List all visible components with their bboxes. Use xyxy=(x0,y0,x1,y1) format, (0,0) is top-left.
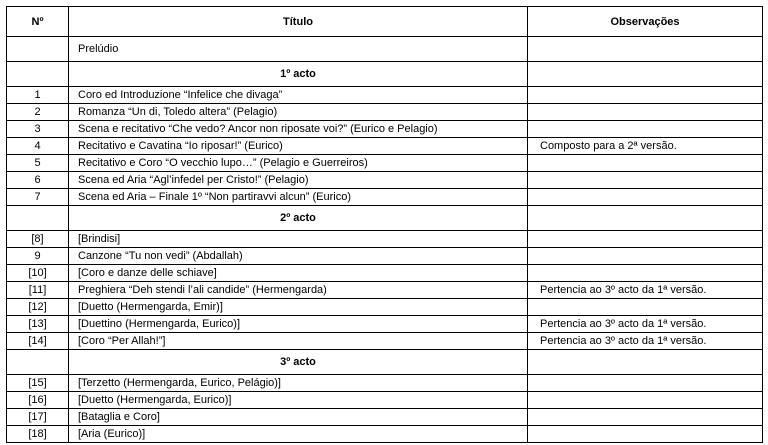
row-number: [10] xyxy=(7,265,69,282)
row-title: Recitativo e Coro “O vecchio lupo…” (Pelagio e Guerreiros) xyxy=(69,155,528,172)
table-row xyxy=(7,87,763,104)
table-row xyxy=(7,155,763,172)
table-row xyxy=(7,37,763,62)
row-title: Recitativo e Cavatina “Io riposar!” (Eurico) xyxy=(69,138,528,155)
table-row xyxy=(7,392,763,409)
row-number: 4 xyxy=(7,138,69,155)
row-title: Preghiera “Deh stendi l’ali candide” (Hermengarda) xyxy=(69,282,528,299)
act-heading-row xyxy=(7,206,763,231)
table-row xyxy=(7,282,763,299)
row-title: Romanza “Un di, Toledo altera” (Pelagio) xyxy=(69,104,528,121)
table-row xyxy=(7,265,763,282)
row-observation xyxy=(528,231,763,248)
row-observation xyxy=(528,189,763,206)
row-observation: Pertencia ao 3º acto da 1ª versão. xyxy=(528,333,763,350)
row-number: 9 xyxy=(7,248,69,265)
table-row xyxy=(7,138,763,155)
row-observation xyxy=(528,206,763,231)
row-title: 3º acto xyxy=(69,350,528,375)
row-number: 7 xyxy=(7,189,69,206)
row-number xyxy=(7,350,69,375)
header-row xyxy=(7,7,763,37)
table-row xyxy=(7,121,763,138)
opera-numbers-table xyxy=(6,6,763,443)
row-observation xyxy=(528,350,763,375)
row-title: [Coro e danze delle schiave] xyxy=(69,265,528,282)
header-title: Título xyxy=(69,7,528,37)
row-number: 5 xyxy=(7,155,69,172)
row-observation xyxy=(528,87,763,104)
row-observation: Composto para a 2ª versão. xyxy=(528,138,763,155)
row-title: Scena ed Aria “Agl’infedel per Cristo!” (Pelagio) xyxy=(69,172,528,189)
row-number: [11] xyxy=(7,282,69,299)
row-title: [Bataglia e Coro] xyxy=(69,409,528,426)
row-observation xyxy=(528,172,763,189)
table-row xyxy=(7,104,763,121)
act-heading-row xyxy=(7,350,763,375)
table-row xyxy=(7,409,763,426)
row-title: 1º acto xyxy=(69,62,528,87)
row-title: [Aria (Eurico)] xyxy=(69,426,528,443)
row-number: [17] xyxy=(7,409,69,426)
row-title: [Terzetto (Hermengarda, Eurico, Pelágio)] xyxy=(69,375,528,392)
row-number: [8] xyxy=(7,231,69,248)
row-observation xyxy=(528,248,763,265)
row-observation xyxy=(528,155,763,172)
row-number: 3 xyxy=(7,121,69,138)
row-number: [14] xyxy=(7,333,69,350)
row-observation xyxy=(528,265,763,282)
header-observations: Observações xyxy=(528,7,763,37)
row-number: [13] xyxy=(7,316,69,333)
row-number: [16] xyxy=(7,392,69,409)
table-row xyxy=(7,426,763,443)
table-row xyxy=(7,375,763,392)
row-number xyxy=(7,62,69,87)
row-title: [Coro “Per Allah!”] xyxy=(69,333,528,350)
row-title: [Duettino (Hermengarda, Eurico)] xyxy=(69,316,528,333)
row-observation xyxy=(528,62,763,87)
row-observation xyxy=(528,409,763,426)
row-number xyxy=(7,206,69,231)
row-number: [12] xyxy=(7,299,69,316)
row-number: [18] xyxy=(7,426,69,443)
row-title: Canzone “Tu non vedi” (Abdallah) xyxy=(69,248,528,265)
row-observation xyxy=(528,121,763,138)
row-title: Scena ed Aria – Finale 1º “Non partiravvi alcun” (Eurico) xyxy=(69,189,528,206)
row-title: [Brindisi] xyxy=(69,231,528,248)
table-body xyxy=(7,37,763,443)
row-title: Scena e recitativo “Che vedo? Ancor non riposate voi?” (Eurico e Pelagio) xyxy=(69,121,528,138)
row-observation xyxy=(528,392,763,409)
table-row xyxy=(7,189,763,206)
row-number: [15] xyxy=(7,375,69,392)
row-observation: Pertencia ao 3º acto da 1ª versão. xyxy=(528,316,763,333)
row-number: 6 xyxy=(7,172,69,189)
table-row xyxy=(7,299,763,316)
row-title: Coro ed Introduzione “Infelice che divaga” xyxy=(69,87,528,104)
table-row xyxy=(7,172,763,189)
row-observation: Pertencia ao 3º acto da 1ª versão. xyxy=(528,282,763,299)
table-row xyxy=(7,248,763,265)
row-number xyxy=(7,37,69,62)
row-title: 2º acto xyxy=(69,206,528,231)
act-heading-row xyxy=(7,62,763,87)
row-title: [Duetto (Hermengarda, Eurico)] xyxy=(69,392,528,409)
row-number: 1 xyxy=(7,87,69,104)
table-row xyxy=(7,333,763,350)
row-title: [Duetto (Hermengarda, Emir)] xyxy=(69,299,528,316)
row-observation xyxy=(528,375,763,392)
row-number: 2 xyxy=(7,104,69,121)
row-title: Prelúdio xyxy=(69,37,528,62)
row-observation xyxy=(528,37,763,62)
header-number: Nº xyxy=(7,7,69,37)
row-observation xyxy=(528,299,763,316)
row-observation xyxy=(528,426,763,443)
row-observation xyxy=(528,104,763,121)
table-row xyxy=(7,316,763,333)
table-row xyxy=(7,231,763,248)
